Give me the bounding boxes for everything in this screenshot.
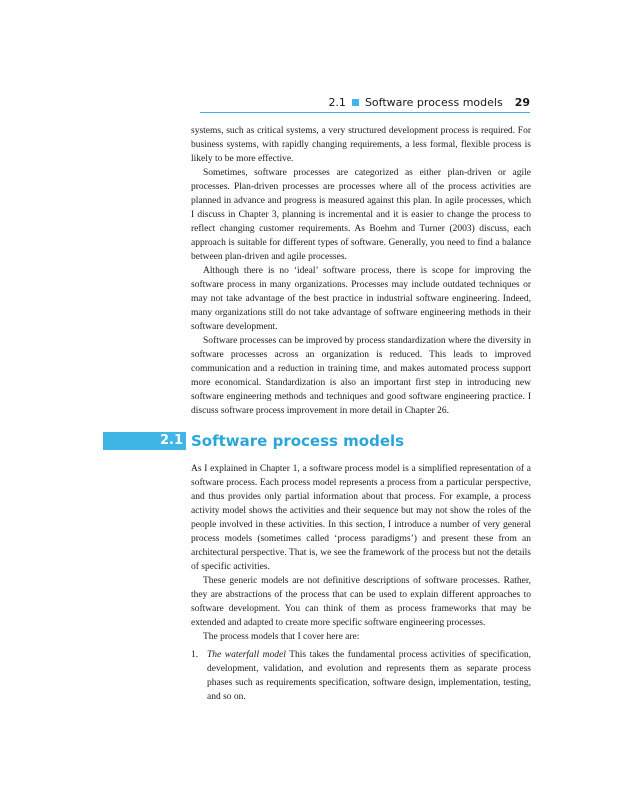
header-square-icon: [352, 99, 359, 106]
intro-text: [191, 124, 531, 418]
list-description: This takes the fundamental process activities of specification, development, validation, and evolution and represents them as separate process phases such as requirements specification, software design, implementation, testing, and so on.: [207, 650, 531, 702]
paragraph: Sometimes, software processes are categorized as either plan-driven or agile processes. Plan-driven processes are processes where all of the process activities are planned in advance and progress is measured against this plan. In agile processes, which I discuss in Chapter 3, planning is incremental and it is easier to change the process to reflect changing customer requirements. As Boehm and Turner (2003) discuss, each approach is suitable for different types of software. Generally, you need to find a balance between plan-driven and agile processes.: [191, 168, 531, 262]
section-heading: [0, 432, 618, 450]
list-item: [191, 648, 531, 704]
header-section-title: Software process models: [364, 96, 503, 109]
paragraph: The process models that I cover here are:: [203, 632, 360, 642]
process-model-list: [191, 648, 531, 704]
list-term: The waterfall model: [207, 650, 286, 660]
section-title: Software process models: [191, 432, 405, 450]
header-section-number: 2.1: [328, 96, 346, 109]
paragraph: Software processes can be improved by process standardization where the diversity in software processes across an organization is reduced. This leads to improved communication and a reduction in training time, and makes automated process support more economical. Standardization is also an important first step in introducing new software engineering methods and techniques and good software engineering practice. I discuss software process improvement in more detail in Chapter 26.: [191, 336, 531, 416]
paragraph: As I explained in Chapter 1, a software process model is a simplified representation of a software process. Each process model represents a process from a particular perspective, and thus provides only partial information about that process. For example, a process activity model shows the activities and their sequence but may not show the roles of the people involved in these activities. In this section, I introduce a number of very general process models (sometimes called ‘process paradigms’) and present these from an architectural perspective. That is, we see the framework of the process but not the details of specific activities.: [191, 464, 531, 572]
header-rule: [200, 112, 530, 113]
section-number-bar: [103, 432, 186, 450]
section-number: 2.1: [159, 433, 183, 448]
paragraph: These generic models are not definitive descriptions of software processes. Rather, they are abstractions of the process that can be used to explain different approaches to software development. You can think of them as process frameworks that may be extended and adapted to create more specific software engineering processes.: [191, 576, 531, 628]
paragraph: Although there is no ‘ideal’ software process, there is scope for improving the software process in many organizations. Processes may include outdated techniques or may not take advantage of the best practice in industrial software engineering. Indeed, many organizations still do not take advantage of software engineering methods in their software development.: [191, 266, 531, 332]
list-text: [207, 648, 531, 704]
list-number: 1.: [191, 650, 199, 660]
paragraph: systems, such as critical systems, a very structured development process is required. For business systems, with rapidly changing requirements, a less formal, flexible process is likely to be more effective.: [191, 126, 531, 164]
running-header: [328, 96, 530, 109]
page-number: 29: [514, 96, 530, 109]
section-text: [191, 462, 531, 644]
